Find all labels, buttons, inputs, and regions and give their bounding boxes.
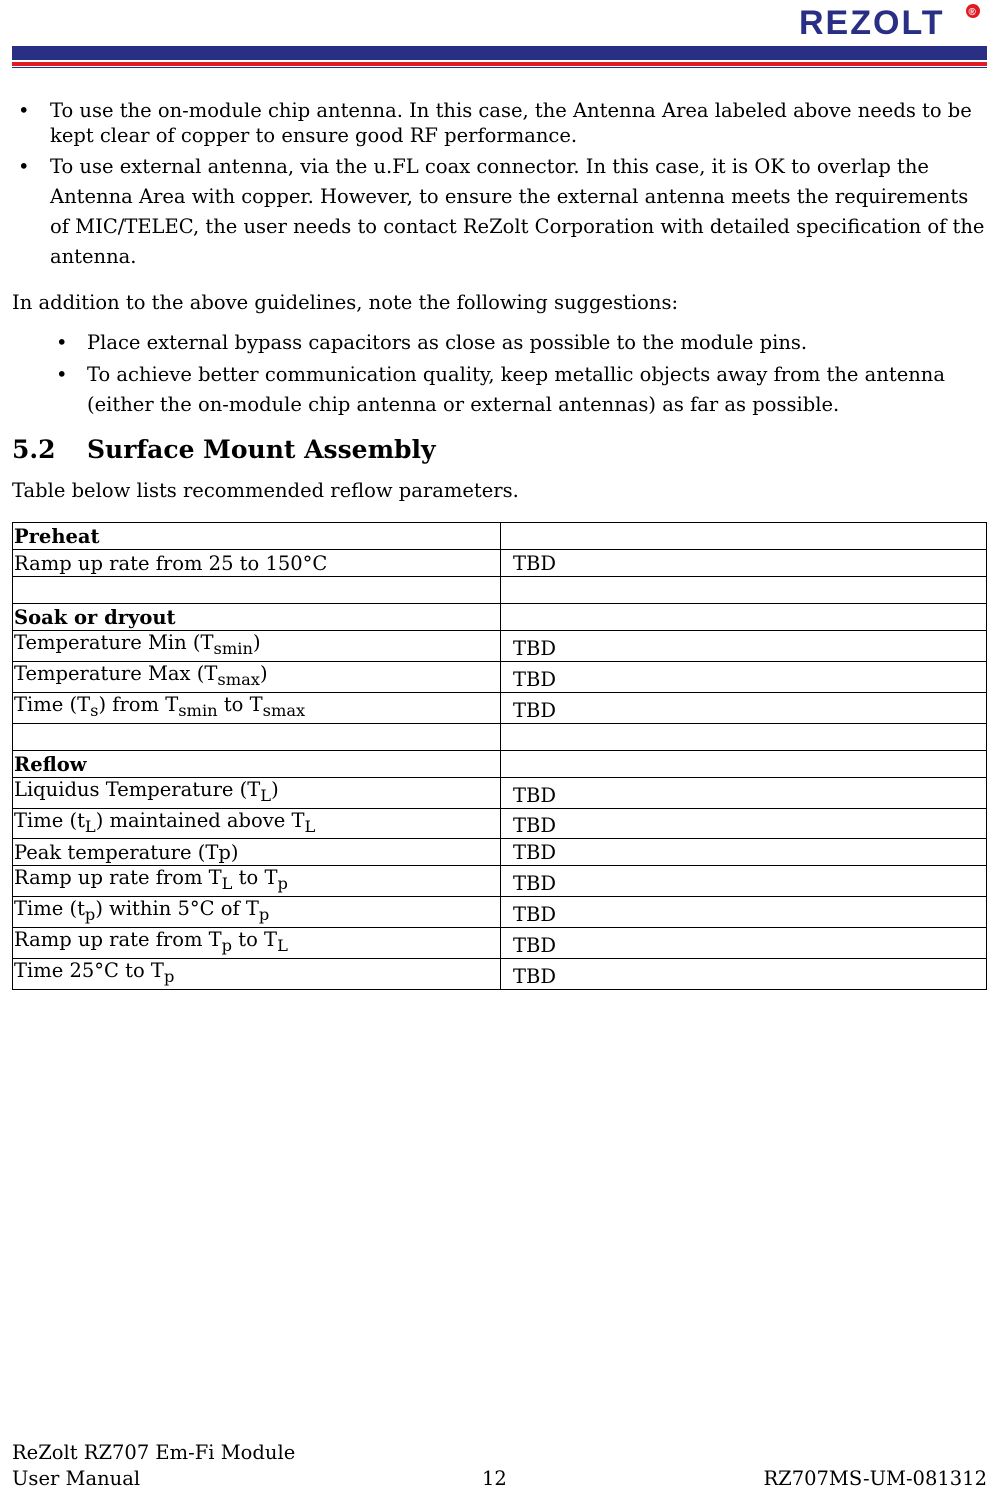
param-label: Peak temperature (Tp) (13, 839, 501, 866)
section-title: Surface Mount Assembly (87, 435, 436, 464)
param-label: Time $(t_p)$ within 5°C of $T_p$ (13, 897, 501, 928)
list-item: • To use the on-module chip antenna. In this case, the Antenna Area labeled above needs to be kept clear of copper to ensure good RF performance. (12, 98, 987, 148)
param-value: TBD (501, 692, 987, 723)
section-number: 5.2 (12, 435, 56, 464)
footer-product: ReZolt RZ707 Em-Fi Module (12, 1441, 296, 1464)
page-number: 12 (482, 1467, 507, 1490)
table-row (13, 550, 987, 577)
param-label: Ramp up rate from $T_p$ to $T_L$ (13, 928, 501, 959)
table-row (13, 959, 987, 990)
suggestions-intro: In addition to the above guidelines, note the following suggestions: (12, 291, 679, 314)
param-value: TBD (501, 839, 987, 866)
footer-line-1 (12, 1440, 987, 1466)
param-label: Time 25°C to $T_p$ (13, 959, 501, 990)
param-label: Time $(T_s)$ from $T_{smin}$ to $T_{smax}$ (13, 692, 501, 723)
param-label: Time $(t_L)$ maintained above $T_L$ (13, 808, 501, 839)
param-value: TBD (501, 897, 987, 928)
param-value: TBD (501, 808, 987, 839)
table-cell (13, 723, 501, 750)
footer-line-2 (12, 1466, 987, 1492)
table-row (13, 523, 987, 550)
param-label: Ramp up rate from $T_L$ to $T_p$ (13, 866, 501, 897)
table-cell (501, 750, 987, 777)
param-value: TBD (501, 777, 987, 808)
antenna-options-list (12, 98, 987, 272)
table-row (13, 723, 987, 750)
table-row (13, 631, 987, 662)
param-label: Liquidus Temperature $(T_L)$ (13, 777, 501, 808)
header-red-stripe (12, 62, 987, 66)
table-row (13, 604, 987, 631)
param-label: Temperature Min $(T_{smin})$ (13, 631, 501, 662)
rezolt-logo (795, 2, 985, 42)
table-cell (501, 577, 987, 604)
table-row (13, 661, 987, 692)
param-label: Ramp up rate from 25 to 150°C (13, 550, 501, 577)
param-value: TBD (501, 631, 987, 662)
table-row (13, 577, 987, 604)
table-row (13, 692, 987, 723)
registered-symbol: ® (968, 7, 976, 18)
group-heading: Preheat (13, 523, 501, 550)
table-cell (501, 723, 987, 750)
table-cell (13, 577, 501, 604)
param-value: TBD (501, 959, 987, 990)
param-label: Temperature Max $(T_{smax})$ (13, 661, 501, 692)
list-item: • To use external antenna, via the u.FL coax connector. In this case, it is OK to overlap the Antenna Area with copper. However, to ensure the external antenna meets the requirements of MIC/TELEC, the user needs to contact ReZolt Corporation with detailed specification of the antenna. (12, 152, 987, 272)
footer-doc-type: User Manual (12, 1467, 141, 1490)
page-body (12, 98, 987, 990)
header-blue-bar (12, 46, 987, 60)
group-heading: Soak or dryout (13, 604, 501, 631)
reflow-parameters-table (12, 522, 987, 990)
param-value: TBD (501, 661, 987, 692)
param-value: TBD (501, 866, 987, 897)
footer-doc-id: RZ707MS-UM-081312 (763, 1467, 987, 1490)
table-row (13, 928, 987, 959)
table-row (13, 866, 987, 897)
table-cell (501, 523, 987, 550)
suggestions-list (12, 328, 987, 420)
param-value: TBD (501, 550, 987, 577)
table-row (13, 808, 987, 839)
page-footer (12, 1440, 987, 1492)
section-heading (12, 430, 987, 470)
list-item: • Place external bypass capacitors as close as possible to the module pins. (12, 328, 987, 358)
table-row (13, 750, 987, 777)
table-row (13, 839, 987, 866)
header-thin-rule (12, 67, 987, 68)
group-heading: Reflow (13, 750, 501, 777)
list-item: • To achieve better communication quality, keep metallic objects away from the antenna (either the on-module chip antenna or external antennas) as far as possible. (12, 360, 987, 420)
table-intro: Table below lists recommended reflow parameters. (12, 479, 519, 502)
table-cell (501, 604, 987, 631)
table-row (13, 897, 987, 928)
logo-wordmark: REZOLT (799, 4, 945, 42)
param-value: TBD (501, 928, 987, 959)
table-row (13, 777, 987, 808)
